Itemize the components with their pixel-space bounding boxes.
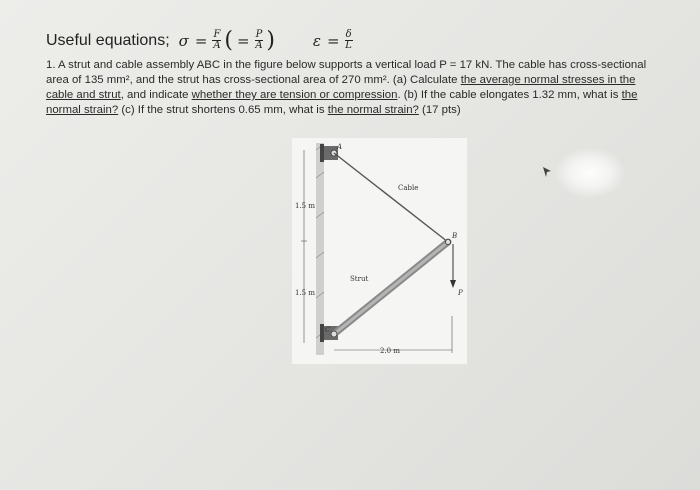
label-p: P — [458, 289, 463, 297]
equals-sign: = — [326, 31, 340, 50]
equations-label: Useful equations; — [46, 31, 170, 49]
pin-c — [331, 331, 337, 337]
f-over-a-fraction — [212, 30, 221, 51]
fraction-numerator: F — [213, 29, 221, 40]
label-cable: Cable — [398, 184, 419, 192]
problem-text: . (b) If the cable elongates 1.32 mm, what is — [397, 89, 622, 101]
label-strut: Strut — [350, 275, 369, 283]
problem-statement — [46, 58, 664, 118]
equals-sign: = — [237, 31, 250, 50]
figure-diagram — [292, 138, 467, 364]
label-a: A — [337, 143, 343, 151]
underlined-text: the normal strain? — [327, 104, 419, 116]
dim-label-bottom: 1.5 m — [295, 289, 315, 297]
fraction-denominator: L — [345, 40, 352, 51]
sigma-symbol: σ — [178, 31, 189, 50]
problem-text: 1. A strut and cable assembly ABC in the figure below supports a vertical load P = 17 kN. The cable has cross-sectional area of 135 mm², and the strut has cross-sectional area of 270 mm². (a) Calculate — [46, 59, 647, 86]
label-b: B — [452, 232, 458, 240]
p-over-a-fraction — [255, 30, 264, 51]
support-c-plate — [320, 324, 324, 342]
fraction-numerator: P — [255, 29, 263, 40]
dim-label-top: 1.5 m — [295, 202, 315, 210]
epsilon-symbol: ε — [312, 31, 321, 50]
underlined-text: the normal strain? — [46, 89, 638, 116]
fraction-numerator: δ — [345, 29, 352, 40]
label-c: C — [325, 326, 331, 334]
dim-label-horizontal: 2.0 m — [380, 347, 400, 355]
pin-b — [445, 239, 450, 244]
fraction-denominator: A — [213, 40, 221, 51]
fraction-denominator: A — [255, 40, 263, 51]
open-paren: ( — [224, 27, 234, 53]
strut-cable-figure — [292, 138, 467, 364]
equals-sign: = — [194, 31, 208, 50]
problem-text: (17 pts) — [418, 104, 461, 116]
close-paren: ) — [266, 27, 275, 53]
load-arrow-head — [450, 280, 456, 288]
underlined-text: the average normal stresses in the cable and strut — [46, 74, 636, 101]
cursor-icon — [542, 166, 552, 178]
problem-text: , and indicate — [120, 89, 192, 101]
light-glare — [555, 148, 625, 198]
problem-text: (c) If the strut shortens 0.65 mm, what is — [118, 104, 328, 116]
delta-over-l-fraction — [345, 30, 353, 51]
strut-highlight — [334, 242, 448, 334]
useful-equations — [46, 27, 355, 53]
cable — [334, 153, 448, 242]
support-a-plate — [320, 144, 324, 162]
underlined-text: whether they are tension or compression — [191, 89, 398, 101]
